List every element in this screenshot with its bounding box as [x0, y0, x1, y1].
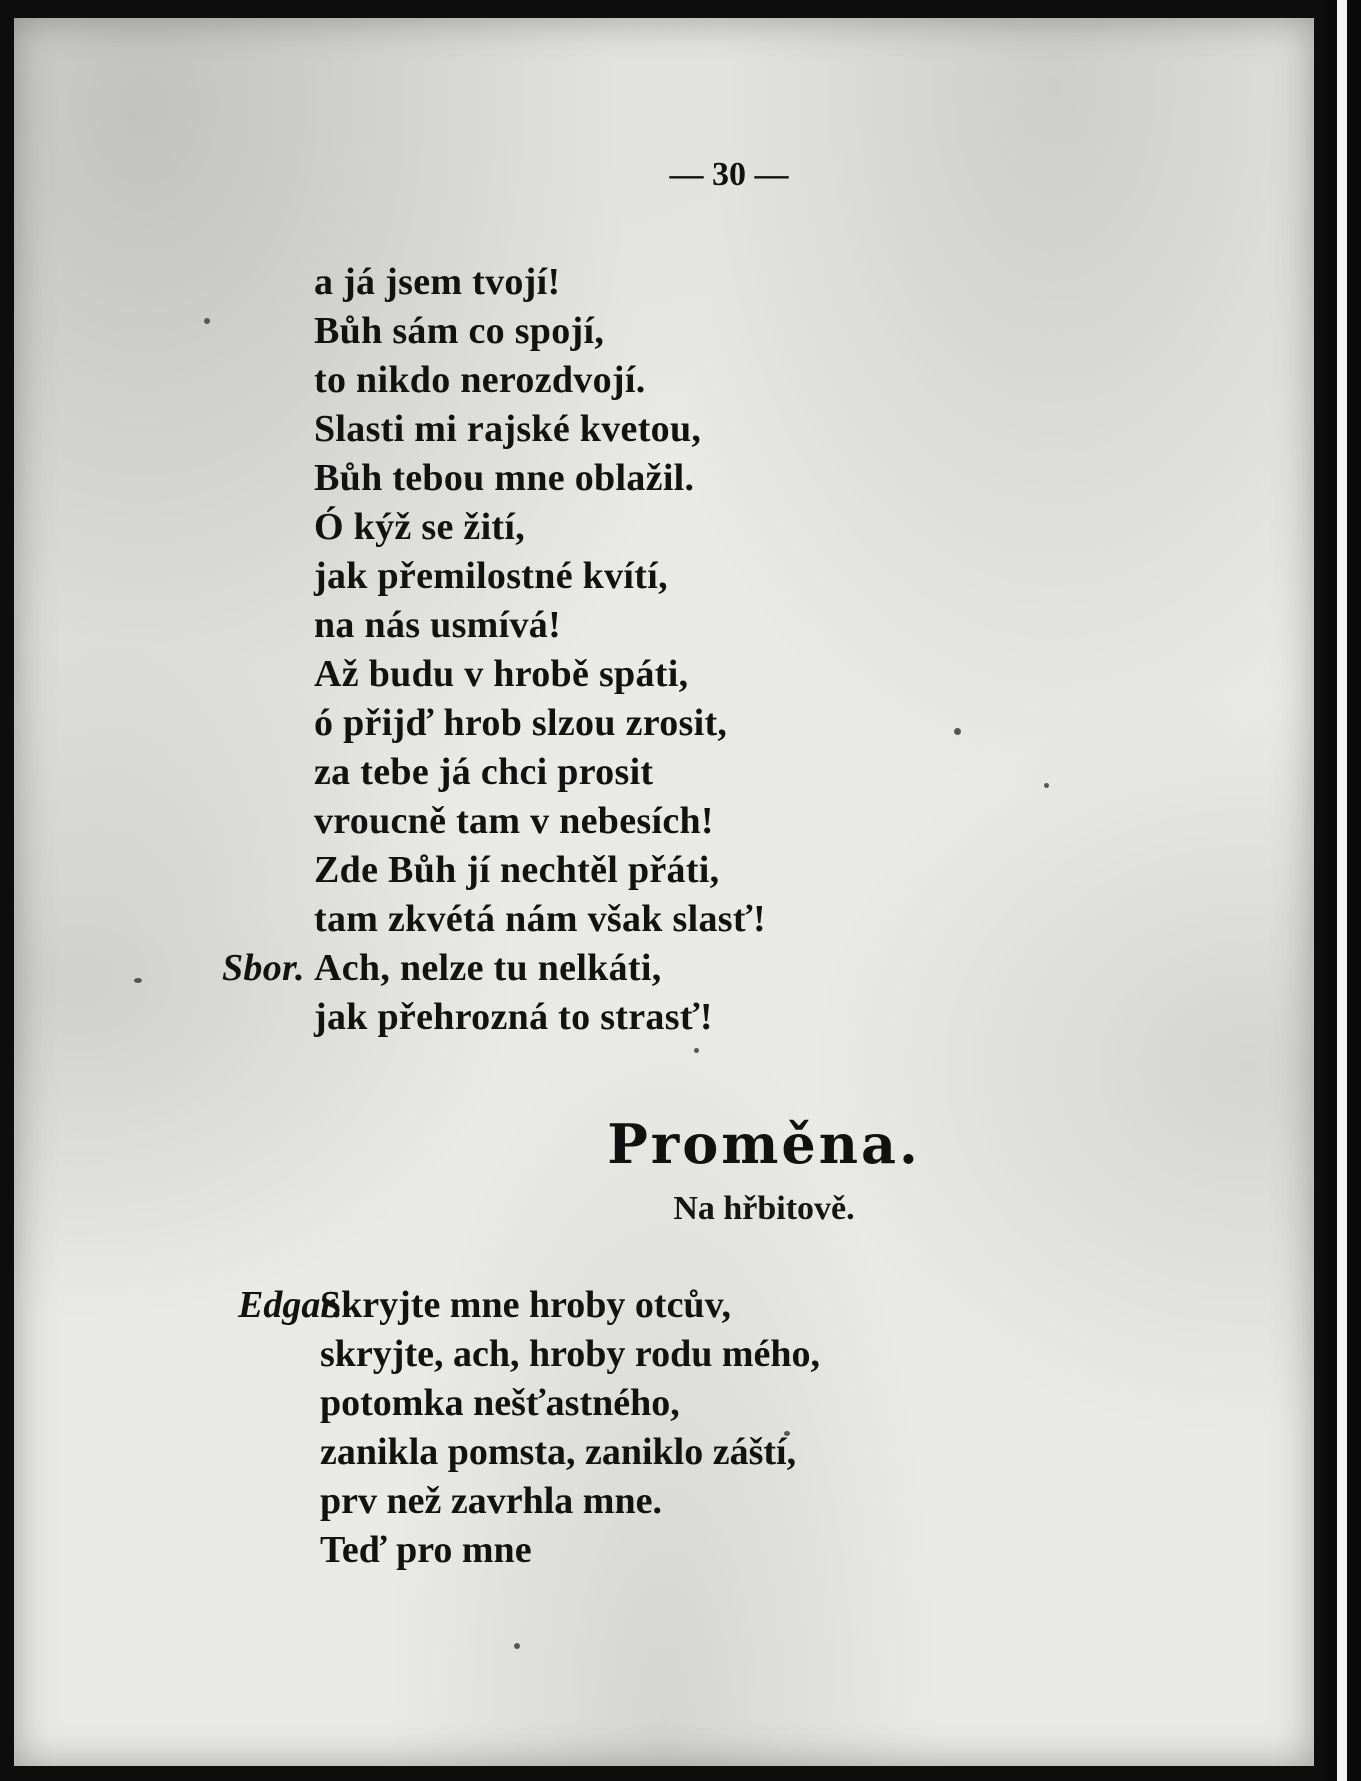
ink-speck [1044, 783, 1049, 788]
verse-line: Bůh tebou mne oblažil. [314, 457, 695, 499]
edgar-text: Skryjte mne hroby otcův, [320, 1284, 731, 1326]
book-page [14, 18, 1314, 1766]
edgar-line: Teď pro mne [320, 1529, 532, 1571]
page-edge-line [1337, 0, 1347, 1781]
verse-line: vroucně tam v nebesích! [314, 800, 714, 842]
verse-line: tam zkvétá nám však slasť! [314, 898, 766, 940]
verse-line: to nikdo nerozdvojí. [314, 359, 646, 401]
speaker-label-chorus: Sbor. [222, 947, 305, 989]
page-number: — 30 — [669, 156, 789, 193]
verse-line: Až budu v hrobě spáti, [314, 653, 689, 695]
chorus-line: jak přehrozná to strasť! [314, 996, 713, 1038]
scene-title: Proměna. [607, 1112, 921, 1176]
scene-location: Na hřbitově. [673, 1190, 855, 1227]
verse-line: Bůh sám co spojí, [314, 310, 605, 352]
verse-line: jak přemilostné kvítí, [314, 555, 668, 597]
edgar-verse-block [238, 1281, 821, 1575]
ink-speck [694, 1048, 699, 1053]
verse-line: za tebe já chci prosit [314, 751, 654, 793]
verse-line: ó přijď hrob slzou zrosit, [314, 702, 728, 744]
ink-speck [134, 978, 142, 983]
verse-line: a já jsem tvojí! [314, 261, 561, 303]
ink-speck [204, 318, 210, 324]
edgar-line: zanikla pomsta, zaniklo záští, [320, 1431, 797, 1473]
chorus-line [222, 944, 766, 993]
chorus-text: Ach, nelze tu nelkáti, [314, 947, 662, 989]
edgar-line [238, 1281, 820, 1330]
verse-line: Zde Bůh jí nechtěl přáti, [314, 849, 720, 891]
edgar-line: skryjte, ach, hroby rodu mého, [320, 1333, 821, 1375]
speaker-label-edgar: Edgar. [238, 1284, 343, 1326]
edgar-line: potomka nešťastného, [320, 1382, 680, 1424]
verse-line: Slasti mi rajské kvetou, [314, 408, 702, 450]
ink-speck [514, 1643, 520, 1649]
edgar-line: prv než zavrhla mne. [320, 1480, 662, 1522]
verse-line: Ó kýž se žití, [314, 506, 526, 548]
verse-line: na nás usmívá! [314, 604, 562, 646]
ink-speck [954, 728, 961, 735]
verse-block [222, 258, 766, 1042]
